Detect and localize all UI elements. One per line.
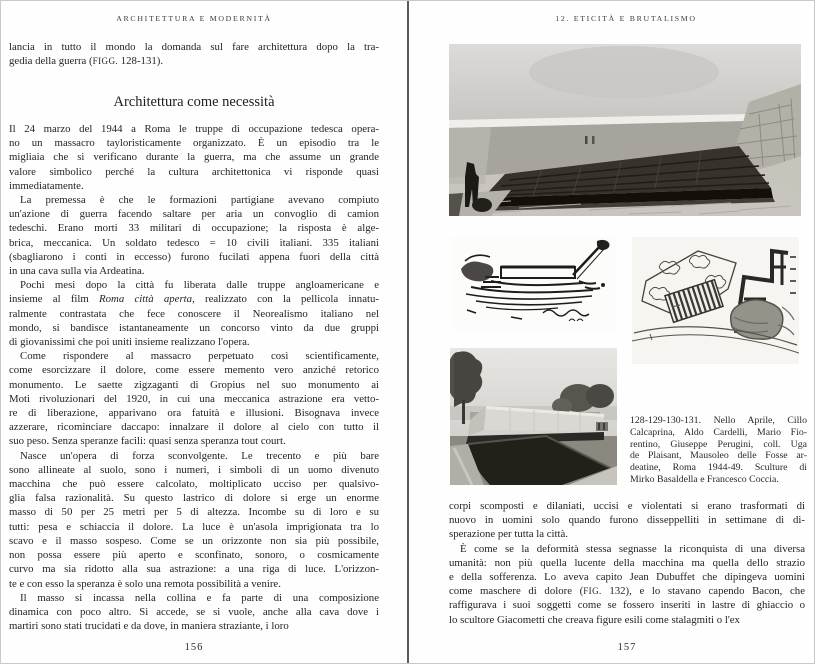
body-paragraph xyxy=(9,278,379,349)
text-line: rentino, Giuseppe Perugini, coll. Uga xyxy=(630,438,807,450)
figure-caption xyxy=(630,415,807,486)
right-body-text xyxy=(449,499,805,627)
text-line: suo peso. Senza speranze facili: quasi senza speranza tout court. xyxy=(9,435,286,448)
text-line: curvo ma sia ridotto alla sua astrazione: a una riga di luce. L'orizzon- xyxy=(9,563,379,576)
body-paragraph xyxy=(9,122,379,193)
mausoleum-perspective-graphic xyxy=(449,44,801,216)
text-line: immediatamente. xyxy=(9,179,84,192)
text-line: Nasce un'opera di forza sconvolgente. Le trecento e più bare xyxy=(20,449,379,462)
text-line: un'azione di guerra facendo saltare per aria un convoglio di camion xyxy=(9,208,379,221)
text-line: migliaia che si verificano durante la guerra, ma che assume un grande xyxy=(9,151,379,164)
text-line: 128-129-130-131. Nello Aprile, Cillo xyxy=(630,415,807,426)
text-line: È come se la deformità stessa segnasse la riconquista di una diversa xyxy=(460,542,805,555)
text-line: La premessa è che le formazioni partigiane avevano compiuto xyxy=(20,194,379,207)
text-line: dinamica con poco altro. Si accede, se si vuole, anche alla cava dove i xyxy=(9,605,379,618)
body-paragraph xyxy=(449,542,805,627)
text-line: azzerare, ricominciare daccapo: innalzare il dolore al cielo con tutto il xyxy=(9,421,379,434)
text-line: Il masso si incassa nella collina e fa parte di una composizione xyxy=(20,591,379,604)
body-paragraph xyxy=(9,591,379,634)
folio-right: 157 xyxy=(617,642,637,653)
text-line: mondo, si bandisce istantaneamente un concorso vinto da due gruppi xyxy=(9,321,379,334)
text-line: valore simbolico perché la cultura architettonica vi risponde quasi xyxy=(9,165,379,178)
left-body-text xyxy=(9,122,379,633)
text-line: (sbagliarono i conti in eccesso) furono fucilati appena fuori della città xyxy=(9,250,379,263)
text-line: umanità: non più quella lucente della macchina ma quella dello strazio xyxy=(449,556,805,569)
text-line: raffigurava i suoi soggetti come se fossero inseriti in lastre di ghiaccio o xyxy=(449,599,805,612)
page-right xyxy=(409,1,815,664)
text-line: te e con esso la speranza è solo una remota possibilità a venire. xyxy=(9,577,281,590)
body-paragraph xyxy=(9,349,379,448)
text-line: Calcaprina, Aldo Cardelli, Mario Fio- xyxy=(630,426,807,438)
text-line: non possa essere più aperto e sconfinato, sonoro, o cosmicamente xyxy=(9,549,379,562)
text-line: Moti rivoluzionari del 1920, in cui una meccanica astrazione era vetto- xyxy=(9,392,379,405)
figure-130-site-plan xyxy=(632,237,799,364)
text-line: glia falsa razionalità. Su questo lastrico di dolore si erge un enorme xyxy=(9,492,379,505)
text-line: brica, meccanica. Un soldato tedesco = 10 civili italiani. 335 italiani xyxy=(9,236,379,249)
text-line: martiri sono stati trucidati e da dove, in maniera straziante, i loro xyxy=(9,620,289,633)
text-line: re di liberazione, apparivano ora fatuità e illusioni. Bisognava invece xyxy=(9,407,379,420)
text-line: tutti: pesa e schiaccia il dolore. La luce è un'asola imprigionata tra lo xyxy=(9,520,379,533)
running-head-left: ARCHITETTURA E MODERNITÀ xyxy=(116,14,272,23)
mausoleum-sketch-graphic xyxy=(451,237,616,330)
text-line: tedeschi. Erano morti 33 militari di occupazione; la risposta è alge- xyxy=(9,222,379,235)
text-line: corpi scomposti e dilaniati, uccisi e violentati si erano trasformati di xyxy=(449,500,805,512)
body-paragraph xyxy=(9,449,379,591)
text-line: Come rispondere al massacro perpetuato così scientificamente, xyxy=(20,350,379,363)
text-line: lo scultore Giacometti che creava figure esili come stalagmiti o l'ex xyxy=(449,613,740,626)
site-plan-graphic xyxy=(632,237,799,364)
text-line: ralmente contrastata che fece conoscere il Neorealismo italiano nel xyxy=(9,307,379,320)
text-line: nuovo in uomini solo quando furono disseppelliti in settimane di di- xyxy=(449,514,805,527)
figure-131-monument-photo xyxy=(450,348,617,485)
text-line: insieme al film Roma città aperta, realizzato con la pellicola innatu- xyxy=(9,293,379,306)
text-line: sono allineate al suolo, sono i numeri, i simboli di un uomo divenuto xyxy=(9,463,379,476)
text-line: come maschere di dolore (FIG. 132), e lo stavano capendo Bacon, che xyxy=(449,585,805,598)
text-line: Mirko Basaldella e Francesco Coccia. xyxy=(630,473,779,485)
text-line: lancia in tutto il mondo la domanda sul fare architettura dopo la tra- xyxy=(9,41,379,53)
running-head-right: 12. ETICITÀ E BRUTALISMO xyxy=(555,14,697,23)
text-line: scavo e il masso sospeso. Come se un orizzonte non sia più possibile, xyxy=(9,534,379,547)
folio-left: 156 xyxy=(184,642,204,653)
text-line: macchina che può essere calcolato, moltiplicato ucciso per qualsivo- xyxy=(9,478,379,491)
body-paragraph xyxy=(449,499,805,542)
text-line: gedia della guerra (FIGG. 128-131). xyxy=(9,55,164,68)
figure-129-sketch xyxy=(451,237,616,330)
text-line: sperazione per tutta la città. xyxy=(449,528,569,541)
section-heading: Architettura come necessità xyxy=(113,94,275,110)
text-line: no un massacro tayloristicamente organizzato. È un episodio tra le xyxy=(9,137,379,150)
text-line: come esorcizzare il dolore, come essere memento vero anziché retorico xyxy=(9,364,379,377)
text-line: masso di 50 per 25 metri per 5 di altezza. Incombe su di loro e su xyxy=(9,506,379,519)
text-line: monumento. Le saette zigzaganti di Gropius nel suo monumento ai xyxy=(9,378,379,391)
text-line: di giovanissimi che poi uniti insieme realizzano l'opera. xyxy=(9,336,250,349)
text-line: Il 24 marzo del 1944 a Roma le truppe di occupazione tedesca opera- xyxy=(9,123,379,135)
text-line: in una cava sulla via Ardeatina. xyxy=(9,265,145,278)
monument-photo-graphic xyxy=(450,348,617,485)
figure-128-mausoleum-photo xyxy=(449,44,801,216)
text-line: e della sofferenza. Lo aveva capito Jean Dubuffet che dipingeva uomini xyxy=(449,571,805,584)
intro-paragraph xyxy=(9,40,379,68)
text-line: deatine, Roma 1944-49. Sculture di xyxy=(630,462,807,474)
text-line: de Plaisant, Mausoleo delle Fosse ar- xyxy=(630,450,807,462)
page-left xyxy=(1,1,407,664)
text-line: Pochi mesi dopo la città fu liberata dalle truppe angloamericane e xyxy=(20,279,379,292)
body-paragraph xyxy=(9,193,379,278)
